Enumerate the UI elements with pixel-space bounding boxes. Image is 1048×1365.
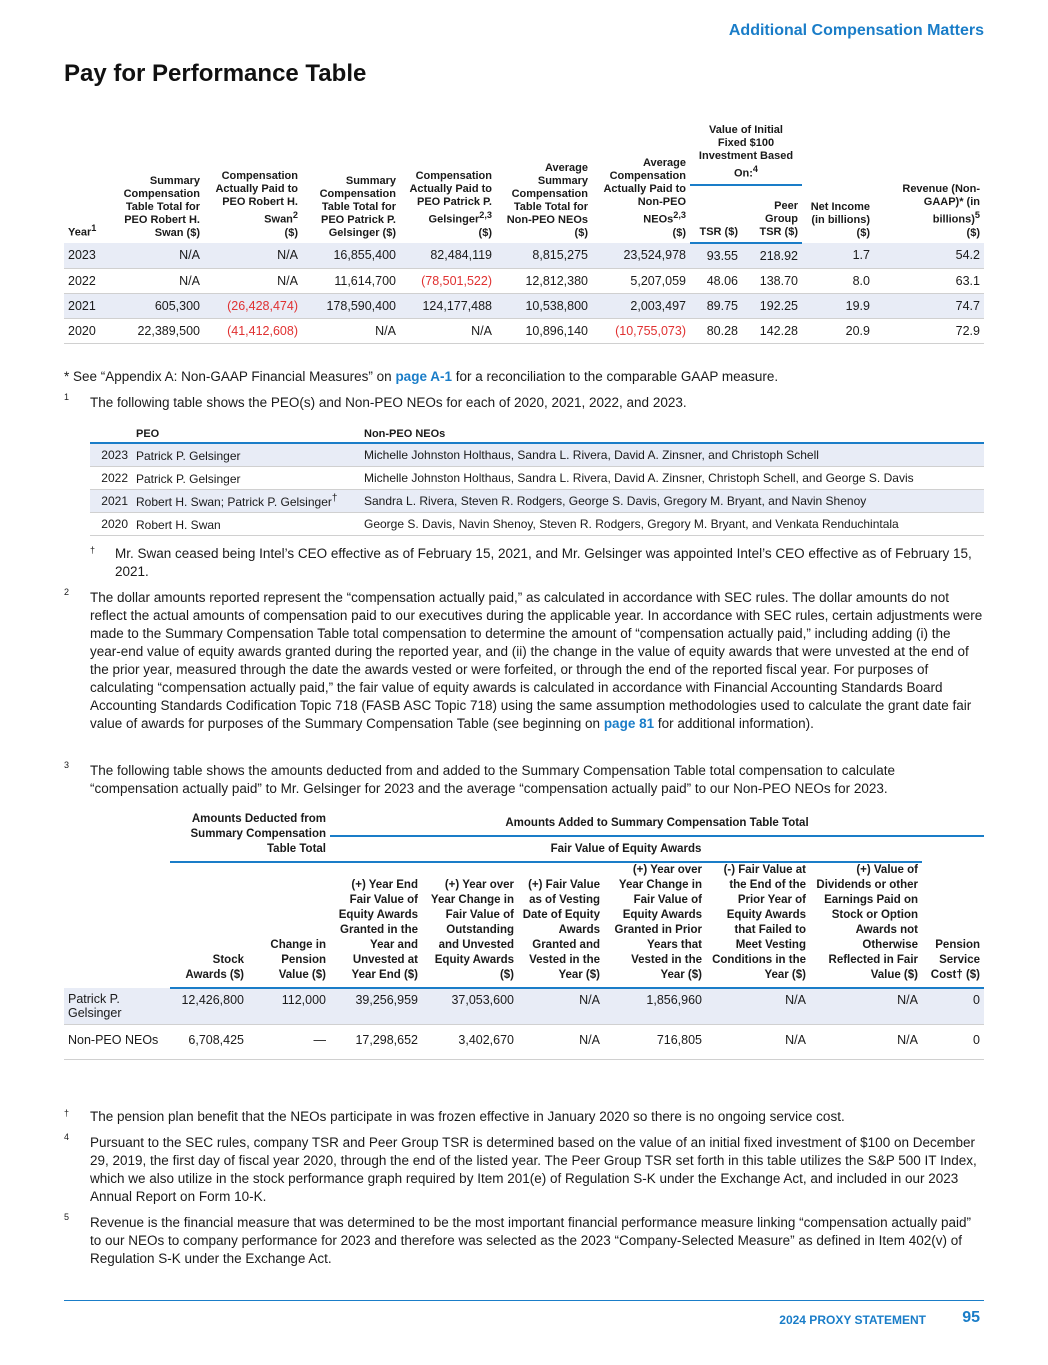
pension-note: The pension plan benefit that the NEOs participate in was frozen effective in January 2020 so there is no ongoing service cost. bbox=[90, 1109, 845, 1124]
cell: 0 bbox=[922, 1025, 984, 1060]
col-header-vesting-fv: (+) Fair Value as of Vesting Date of Equity Awards Granted and Vested in the Year ($) bbox=[518, 862, 604, 988]
cell: 716,805 bbox=[604, 1025, 706, 1060]
cell: 2023 bbox=[64, 243, 112, 269]
table-row bbox=[64, 318, 984, 343]
cell: 54.2 bbox=[874, 243, 984, 269]
cell: 0 bbox=[922, 988, 984, 1025]
col-header-revenue: Revenue (Non-GAAP)* (in billions)$^5$ ($) bbox=[902, 183, 980, 239]
col-header-dividends: (+) Value of Dividends or other Earnings Paid on Stock or Option Awards not Otherwise Reflected in Fair Value ($) bbox=[810, 862, 922, 988]
cell: (10,755,073) bbox=[592, 318, 690, 343]
cell: 218.92 bbox=[742, 243, 802, 269]
table-row bbox=[64, 293, 984, 318]
cell: N/A bbox=[518, 1025, 604, 1060]
cell: 192.25 bbox=[742, 293, 802, 318]
cell: 2021 bbox=[90, 490, 132, 513]
cell: 82,484,119 bbox=[400, 243, 496, 269]
cell: N/A bbox=[810, 988, 922, 1025]
pay-vs-performance-table bbox=[64, 124, 984, 344]
cell: (41,412,608) bbox=[204, 318, 302, 343]
cell: N/A bbox=[706, 1025, 810, 1060]
cell: 2023 bbox=[90, 443, 132, 467]
footnote-4: Pursuant to the SEC rules, company TSR and Peer Group TSR is determined based on the value of an initial fixed investment of $100 on December 29, 2019, the first day of fiscal year 2020, through the end of the listed year. The Peer Group TSR set forth in this table utilizes the S&P 500 IT Index, which we also utilize in the stock performance graph required by Item 201(e) of Regulation S-K under the Exchange Act, and included in our 2023 Annual Report on Form 10-K. bbox=[90, 1135, 977, 1204]
cell: 178,590,400 bbox=[302, 293, 400, 318]
col-header-stock-awards: Stock Awards ($) bbox=[170, 862, 248, 988]
cell: George S. Davis, Navin Shenoy, Steven R. Rodgers, Gregory M. Bryant, and Venkata Renduchintala bbox=[360, 513, 984, 536]
cell: Patrick P. Gelsinger bbox=[132, 443, 360, 467]
cell: N/A bbox=[112, 243, 204, 269]
footnote-2-marker: 2 bbox=[64, 587, 70, 597]
cell: N/A bbox=[112, 268, 204, 293]
table-row bbox=[64, 1025, 984, 1060]
neo-header-peo: PEO bbox=[132, 428, 360, 443]
adj-header-blank bbox=[922, 836, 984, 862]
col-header-peer-tsr: Peer Group TSR ($) bbox=[742, 185, 802, 243]
cell: Michelle Johnston Holthaus, Sandra L. Rivera, David A. Zinsner, and Christoph Schell bbox=[360, 443, 984, 467]
col-header-yoy-prior: (+) Year over Year Change in Fair Value of Equity Awards Granted in Prior Years that Vested in the Year ($) bbox=[604, 862, 706, 988]
cell: Sandra L. Rivera, Steven R. Rodgers, George S. Davis, Gregory M. Bryant, and Navin Shenoy bbox=[360, 490, 984, 513]
table-row bbox=[90, 513, 984, 536]
cell: 39,256,959 bbox=[330, 988, 422, 1025]
col-header-gelsinger-cap: Compensation Actually Paid to PEO Patrick P. Gelsinger$^{2,3}$ ($) bbox=[409, 170, 492, 239]
section-header: Additional Compensation Matters bbox=[728, 22, 984, 39]
footnote-3-marker: 3 bbox=[64, 760, 70, 770]
cell: 20.9 bbox=[802, 318, 874, 343]
cell: 72.9 bbox=[874, 318, 984, 343]
pension-marker: † bbox=[64, 1108, 70, 1118]
cell: — bbox=[248, 1025, 330, 1060]
cell: Robert H. Swan bbox=[132, 513, 360, 536]
cell: 5,207,059 bbox=[592, 268, 690, 293]
cell: (26,428,474) bbox=[204, 293, 302, 318]
cell: 2020 bbox=[64, 318, 112, 343]
table-row bbox=[90, 443, 984, 467]
cell: 48.06 bbox=[690, 268, 742, 293]
col-header-swan-sct: Summary Compensation Table Total for PEO Robert H. Swan ($) bbox=[123, 174, 200, 239]
footnote-5: Revenue is the financial measure that was determined to be the most important financial performance measure linking “compensation actually paid” to our NEOs to company performance for 2023 and therefore was selected as the 2023 “Company-Selected Measure” as defined in Item 402(v) of Regulation S-K under the Exchange Act. bbox=[90, 1215, 971, 1266]
cell: 12,426,800 bbox=[170, 988, 248, 1025]
footer-label: 2024 PROXY STATEMENT bbox=[779, 1313, 926, 1327]
cell: 1,856,960 bbox=[604, 988, 706, 1025]
neo-header-non-peo: Non-PEO NEOs bbox=[360, 428, 984, 443]
cell: 22,389,500 bbox=[112, 318, 204, 343]
col-header-net-income: Net Income (in billions) ($) bbox=[810, 200, 870, 239]
adjustments-table bbox=[64, 812, 984, 1060]
neo-header-year bbox=[90, 428, 132, 443]
footnote-1-marker: 1 bbox=[64, 392, 70, 402]
cell: N/A bbox=[204, 268, 302, 293]
cell: 2,003,497 bbox=[592, 293, 690, 318]
cell: 19.9 bbox=[802, 293, 874, 318]
table-row bbox=[64, 243, 984, 269]
col-header-yoy-outstanding: (+) Year over Year Change in Fair Value of Outstanding and Unvested Equity Awards ($) bbox=[422, 862, 518, 988]
col-header-neo-sct: Average Summary Compensation Table Total for Non-PEO NEOs ($) bbox=[506, 161, 588, 239]
cell: 10,896,140 bbox=[496, 318, 592, 343]
cell: 605,300 bbox=[112, 293, 204, 318]
cell: 17,298,652 bbox=[330, 1025, 422, 1060]
cell: N/A bbox=[518, 988, 604, 1025]
table-row bbox=[64, 988, 984, 1025]
col-group-tsr: Value of Initial Fixed $100 Investment Based On:$^4$ bbox=[690, 124, 802, 185]
cell: 89.75 bbox=[690, 293, 742, 318]
cell: 2021 bbox=[64, 293, 112, 318]
cell: N/A bbox=[302, 318, 400, 343]
col-header-pension-service: Pension Service Cost† ($) bbox=[922, 862, 984, 988]
footnote-4-marker: 4 bbox=[64, 1132, 70, 1142]
adj-header-deducted: Amounts Deducted from Summary Compensation Table Total bbox=[170, 812, 330, 862]
cell: 1.7 bbox=[802, 243, 874, 269]
page-number: 95 bbox=[962, 1309, 980, 1326]
cell: 37,053,600 bbox=[422, 988, 518, 1025]
cell: 74.7 bbox=[874, 293, 984, 318]
cell: 8,815,275 bbox=[496, 243, 592, 269]
adj-header-fair-value: Fair Value of Equity Awards bbox=[330, 836, 922, 862]
col-header-swan-cap: Compensation Actually Paid to PEO Robert H. Swan$^2$ ($) bbox=[215, 170, 298, 239]
col-header-pension-change: Change in Pension Value ($) bbox=[248, 862, 330, 988]
cell: 124,177,488 bbox=[400, 293, 496, 318]
cell: N/A bbox=[204, 243, 302, 269]
footer-divider bbox=[64, 1300, 984, 1301]
col-header-gelsinger-sct: Summary Compensation Table Total for PEO Patrick P. Gelsinger ($) bbox=[319, 174, 396, 239]
cell: Patrick P. Gelsinger bbox=[132, 467, 360, 490]
row-label: Non-PEO NEOs bbox=[64, 1025, 170, 1060]
cell: 63.1 bbox=[874, 268, 984, 293]
col-header-neo-cap: Average Compensation Actually Paid to Non-PEO NEOs$^{2,3}$ ($) bbox=[603, 157, 686, 239]
adj-header-added: Amounts Added to Summary Compensation Table Total bbox=[330, 812, 984, 836]
footnote-2: The dollar amounts reported represent the “compensation actually paid,” as calculated in accordance with SEC rules. The dollar amounts do not reflect the actual amounts of compensation paid to our executives during the applicable year. In accordance with SEC rules, certain adjustments were made to the Summary Compensation Table total compensation to determine the amount of “compensation actually paid,” including adding (i) the year-end value of equity awards granted during the reported year, and (ii) the change in the value of equity awards that were unvested at the end of the prior year, measured through the date the awards vested or were forfeited, or through the end of the reported fiscal year. For purposes of calculating “compensation actually paid,” the fair value of equity awards is calculated in accordance with Financial Accounting Standards Board Accounting Standards Codification Topic 718 (FASB ASC Topic 718) using the same assumption methodologies used to calculate the grant date fair value of awards for purposes of the Summary Compensation Table (see beginning on page 81 for additional information). bbox=[90, 590, 983, 731]
cell: 80.28 bbox=[690, 318, 742, 343]
footnote-1: The following table shows the PEO(s) and Non-PEO NEOs for each of 2020, 2021, 2022, and 2023. bbox=[90, 395, 687, 410]
cell: Michelle Johnston Holthaus, Sandra L. Rivera, David A. Zinsner, Christoph Schell, and George S. Davis bbox=[360, 467, 984, 490]
cell: N/A bbox=[810, 1025, 922, 1060]
cell: 112,000 bbox=[248, 988, 330, 1025]
cell: 8.0 bbox=[802, 268, 874, 293]
table-row bbox=[64, 268, 984, 293]
table-row bbox=[90, 490, 984, 513]
adj-header-label bbox=[64, 812, 170, 988]
footnote-5-marker: 5 bbox=[64, 1212, 70, 1222]
cell: 138.70 bbox=[742, 268, 802, 293]
cell: 2022 bbox=[64, 268, 112, 293]
cell: Robert H. Swan; Patrick P. Gelsinger† bbox=[132, 490, 360, 513]
page-81-link[interactable]: page 81 bbox=[603, 716, 655, 731]
neo-table bbox=[90, 428, 984, 536]
footnote-3: The following table shows the amounts deducted from and added to the Summary Compensation Table total compensation to calculate “compensation actually paid” to Mr. Gelsinger for 2023 and the average “compensation actually paid” to our Non-PEO NEOs for 2023. bbox=[90, 763, 895, 796]
non-gaap-note: * See “Appendix A: Non-GAAP Financial Measures” on page A-1 for a reconciliation to the comparable GAAP measure. bbox=[64, 369, 779, 384]
cell: 2022 bbox=[90, 467, 132, 490]
cell: 6,708,425 bbox=[170, 1025, 248, 1060]
dagger-note: Mr. Swan ceased being Intel’s CEO effective as of February 15, 2021, and Mr. Gelsinger was appointed Intel’s CEO effective as of February 15, 2021. bbox=[115, 546, 972, 579]
cell: (78,501,522) bbox=[400, 268, 496, 293]
col-header-ye-fair-value: (+) Year End Fair Value of Equity Awards Granted in the Year and Unvested at Year End ($) bbox=[330, 862, 422, 988]
cell: 11,614,700 bbox=[302, 268, 400, 293]
cell: 2020 bbox=[90, 513, 132, 536]
cell: 23,524,978 bbox=[592, 243, 690, 269]
cell: 16,855,400 bbox=[302, 243, 400, 269]
table-row bbox=[90, 467, 984, 490]
cell: 142.28 bbox=[742, 318, 802, 343]
page-title: Pay for Performance Table bbox=[64, 60, 367, 87]
col-header-tsr: TSR ($) bbox=[690, 185, 742, 243]
cell: 10,538,800 bbox=[496, 293, 592, 318]
dagger-marker: † bbox=[90, 545, 96, 555]
col-header-failed: (-) Fair Value at the End of the Prior Year of Equity Awards that Failed to Meet Vesting Conditions in the Year ($) bbox=[706, 862, 810, 988]
row-label: Patrick P. Gelsinger bbox=[64, 988, 170, 1025]
cell: N/A bbox=[706, 988, 810, 1025]
cell: 12,812,380 bbox=[496, 268, 592, 293]
cell: N/A bbox=[400, 318, 496, 343]
page-a1-link[interactable]: page A-1 bbox=[395, 369, 452, 384]
col-header-year: Year$^1$ bbox=[68, 223, 97, 239]
cell: 93.55 bbox=[690, 243, 742, 269]
cell: 3,402,670 bbox=[422, 1025, 518, 1060]
